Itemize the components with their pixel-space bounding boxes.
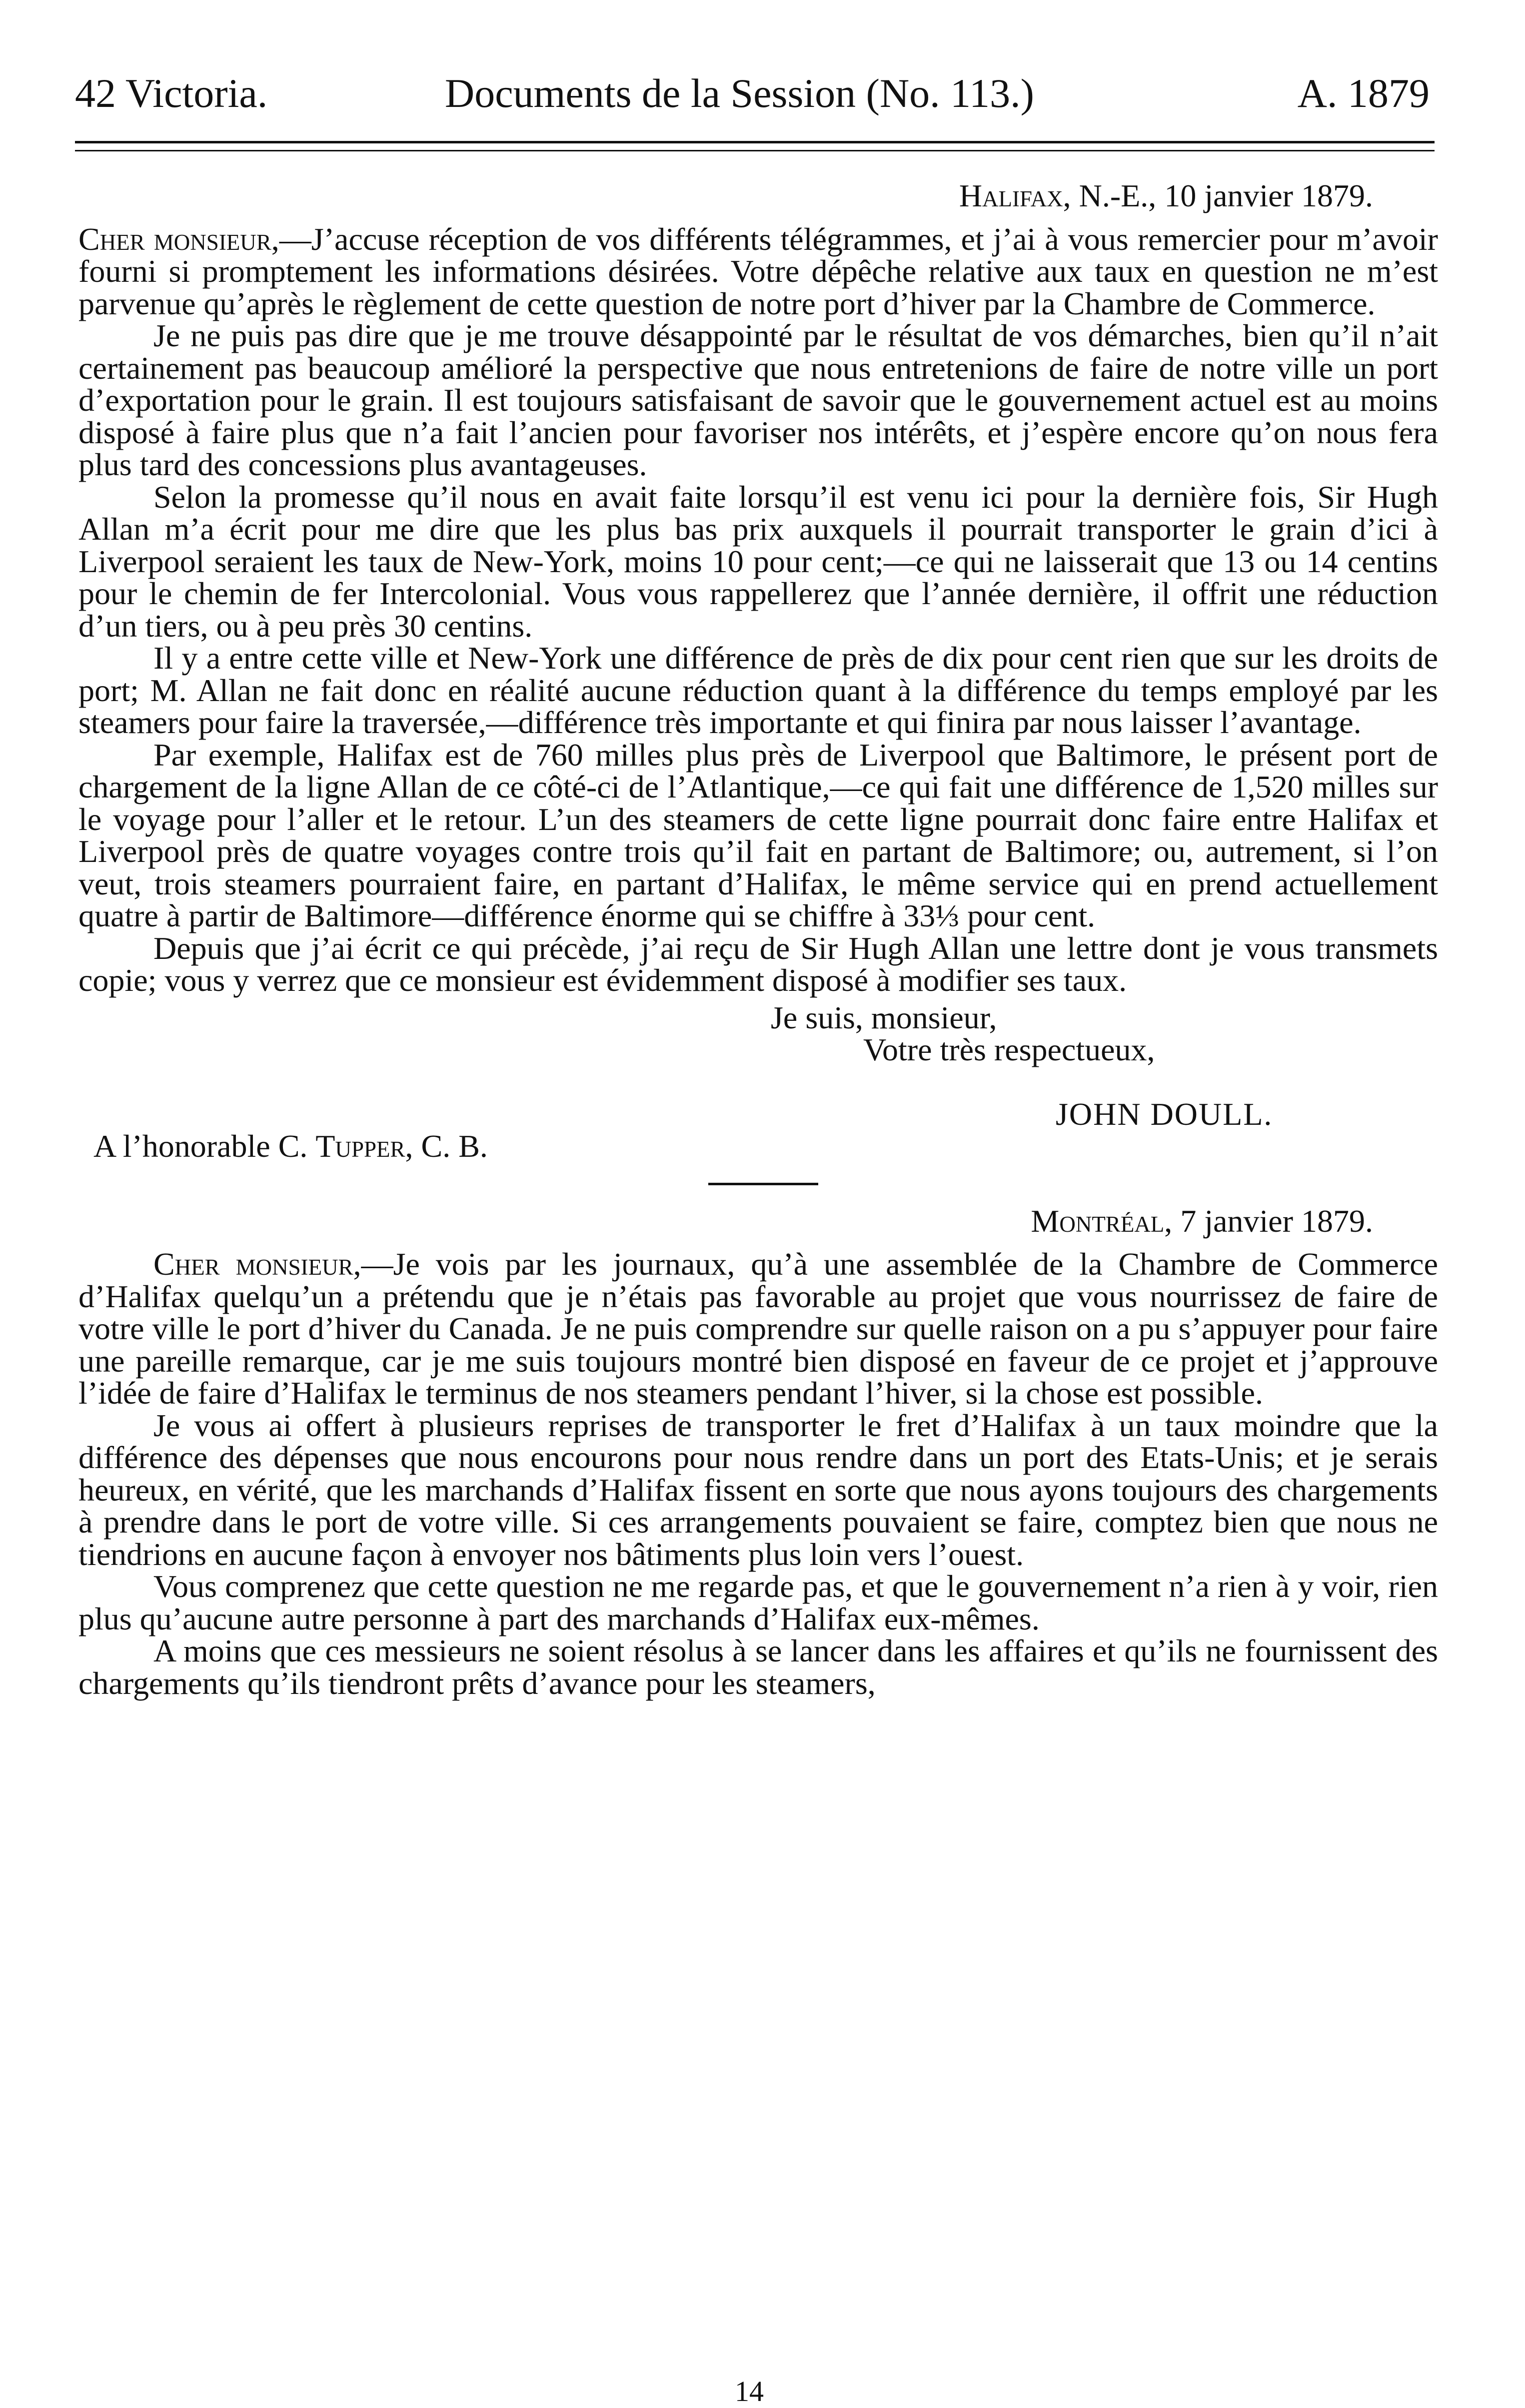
header-title: Documents de la Session (No. 113.): [445, 70, 1034, 116]
letter-divider: [708, 1183, 818, 1185]
letter1-paragraph: Par exemple, Halifax est de 760 milles plus près de Liverpool que Baltimore, le présent port de chargement de la ligne Allan de ce côté-ci de l’Atlantique,—ce qui fait une différence de 1,520 milles sur le voyage pour l’aller et le retour. L’un des steamers de cette ligne pourrait donc faire entre Halifax et Liverpool près de quatre voyages contre trois qu’il fait en partant de Baltimore; ou, autrement, si l’on veut, trois steamers pourraient faire, en partant d’Halifax, le même service qui en prend actuellement quatre à partir de Baltimore—différence énorme qui se chiffre à 33⅓ pour cent.: [78, 737, 1438, 933]
letter2-date: 7 janvier 1879.: [1180, 1203, 1373, 1239]
letter1-paragraph-text: —J’accuse réception de vos différents télégrammes, et j’ai à vous remercier pour m’avoir fourni si promptement les informations désirées. Votre dépêche relative aux taux en question ne m’est parvenue qu’après le règlement de cette question de notre port d’hiver par la Chambre de Commerce.: [78, 221, 1438, 321]
header-year: A. 1879: [1297, 70, 1430, 116]
letter2-paragraph: Je vous ai offert à plusieurs reprises de transporter le fret d’Halifax à un taux moindre que la différence des dépenses que nous encourons pour nous rendre dans un port des Etats-Unis; et je serais heureux, en vérité, que les marchands d’Halifax fissent en sorte que nous ayons toujours des chargements à prendre dans le port de votre ville. Si ces arrangements pouvaient se faire, comptez bien que nous ne tiendrions en aucune façon à envoyer nos bâtiments plus loin vers l’ouest.: [78, 1407, 1438, 1572]
addressee-name: Tupper: [315, 1128, 405, 1164]
letter1-date: 10 janvier 1879.: [1164, 178, 1373, 213]
letter1-paragraph: [78, 223, 1438, 320]
page-header: [75, 50, 1435, 116]
body-text: [78, 180, 1438, 1699]
letter1-paragraph: Depuis que j’ai écrit ce qui précède, j’ai reçu de Sir Hugh Allan une lettre dont je vous transmets copie; vous y verrez que ce monsieur est évidemment disposé à modifier ses taux.: [78, 930, 1438, 998]
addressee-suffix: , C. B.: [405, 1128, 488, 1164]
letter1-closing-line2: Votre très respectueux,: [863, 1032, 1155, 1067]
letter2-dateline: [78, 1205, 1438, 1238]
letter2-paragraph: Vous comprenez que cette question ne me regarde pas, et que le gouvernement n’a rien à y voir, rien plus qu’aucune autre personne à part des marchands d’Halifax eux-mêmes.: [78, 1569, 1438, 1636]
letter1-closing-line1: Je suis, monsieur,: [771, 999, 997, 1035]
addressee-prefix: A l’honorable C.: [93, 1128, 316, 1164]
letter1-paragraph: Selon la promesse qu’il nous en avait faite lorsqu’il est venu ici pour la dernière fois, Sir Hugh Allan m’a écrit pour me dire que les plus bas prix auxquels il pourrait transporter le grain d’ici à Liverpool seraient les taux de New-York, moins 10 pour cent;—ce qui ne laisserait que 13 ou 14 centins pour le chemin de fer Intercolonial. Vous vous rappellerez que l’année dernière, il offrit une réduction d’un tiers, ou à peu près 30 centins.: [78, 479, 1438, 644]
letter1-paragraph: Il y a entre cette ville et New-York une différence de près de dix pour cent rien que sur les droits de port; M. Allan ne fait donc en réalité aucune réduction quant à la différence du temps employé par les steamers pour faire la traversée,—différence très importante et qui finira par nous laisser l’avantage.: [78, 640, 1438, 740]
page-number: 14: [735, 2375, 764, 2408]
letter2-salutation: Cher monsieur,: [153, 1246, 361, 1282]
header-rule-top: [75, 141, 1435, 143]
header-volume: 42 Victoria.: [75, 70, 268, 116]
header-rule-bottom: [75, 150, 1435, 151]
letter2-paragraph-text: —Je vois par les journaux, qu’à une assemblée de la Chambre de Commerce d’Halifax quelqu’un a prétendu que je n’étais pas favorable au projet que vous nourrissez de faire de votre ville le port d’hiver du Canada. Je ne puis comprendre sur quelle raison on a pu s’appuyer pour faire une pareille remarque, car je me suis toujours montré bien disposé en faveur de ce projet et j’approuve l’idée de faire d’Halifax le terminus de nos steamers pendant l’hiver, si la chose est possible.: [78, 1246, 1438, 1411]
letter1-salutation: Cher monsieur,: [78, 221, 279, 257]
letter2-place: Montréal,: [1031, 1203, 1173, 1239]
letter2-paragraph: A moins que ces messieurs ne soient résolus à se lancer dans les affaires et qu’ils ne fournissent des chargements qu’ils tiendront prêts d’avance pour les steamers,: [78, 1633, 1438, 1701]
letter1-signature: JOHN DOULL.: [1056, 1096, 1273, 1132]
letter2-paragraph: [78, 1248, 1438, 1410]
letter1-paragraph: Je ne puis pas dire que je me trouve désappointé par le résultat de vos démarches, bien qu’il n’ait certainement pas beaucoup amélioré la perspective que nous entretenions de faire de notre ville un port d’exportation pour le grain. Il est toujours satisfaisant de savoir que le gouvernement actuel est au moins disposé à faire plus que n’a fait l’ancien pour favoriser nos intérêts, et j’espère encore qu’on nous fera plus tard des concessions plus avantageuses.: [78, 318, 1438, 482]
letter1-addressee: [78, 1130, 1438, 1163]
letter1-dateline: [78, 180, 1438, 212]
letter1-place: Halifax, N.-E.,: [959, 178, 1157, 213]
